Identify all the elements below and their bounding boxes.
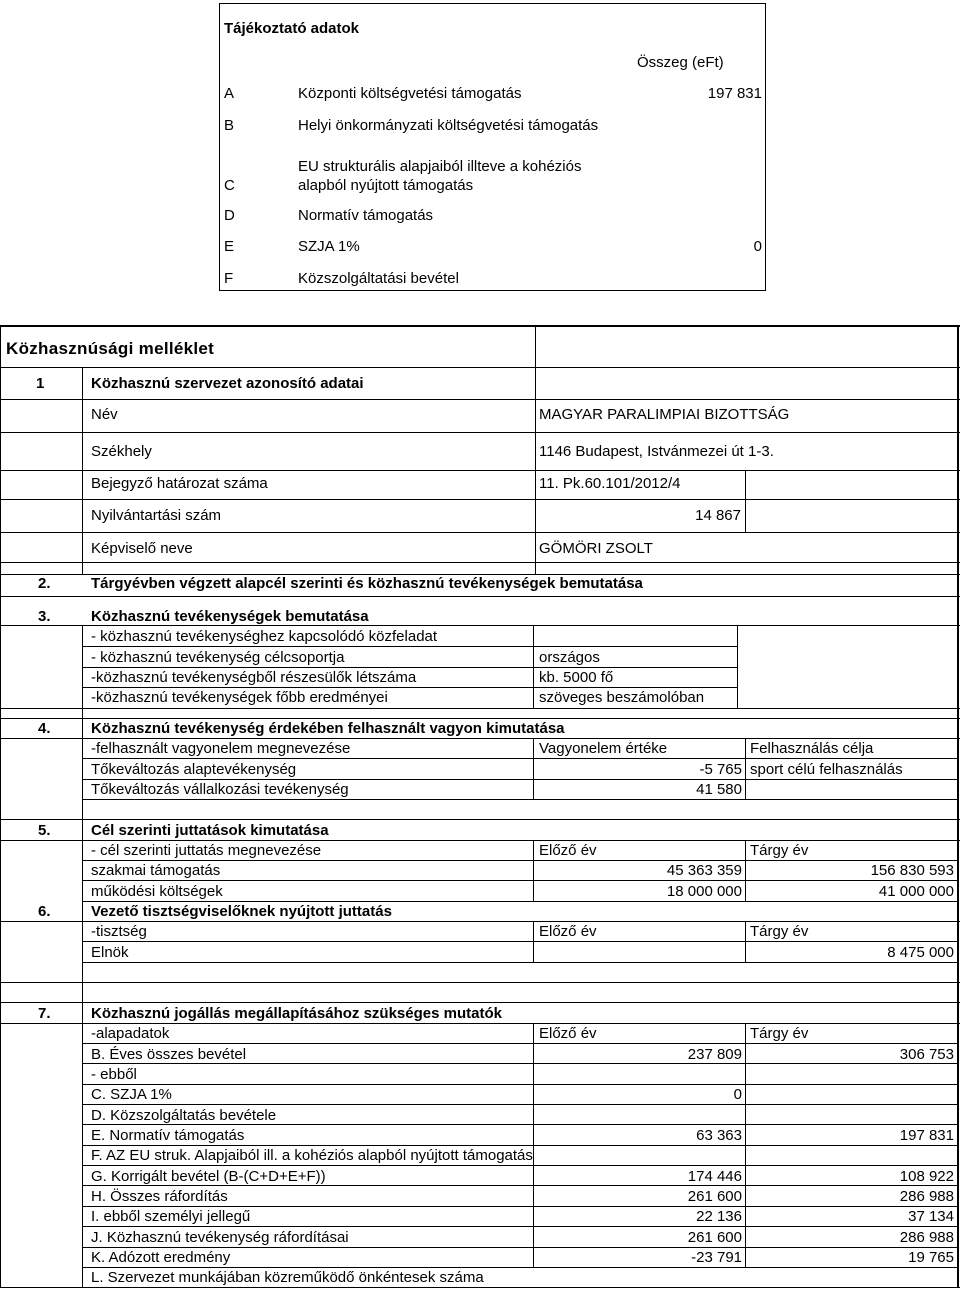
info-code-e: E <box>224 238 235 255</box>
info-label-d: Normatív támogatás <box>298 207 434 224</box>
s4-row2: Tőkeváltozás vállalkozási tevékenység <box>91 781 349 798</box>
s7-row-line <box>82 1267 957 1268</box>
s7-row-line <box>82 1247 957 1248</box>
s3-row4: -közhasznú tevékenységek főbb eredményei <box>91 689 388 706</box>
rep-value: GÖMÖRI ZSOLT <box>539 540 653 557</box>
s6-num: 6. <box>38 903 51 920</box>
s4-row2-value: 41 580 <box>696 781 742 798</box>
s5-header-prev: Előző év <box>539 842 597 859</box>
s4-header-purpose: Felhasználás célja <box>750 740 874 757</box>
reg-label: Nyilvántartási szám <box>91 507 222 524</box>
s5-row1-curr: 156 830 593 <box>870 862 954 879</box>
s4-row1-value: -5 765 <box>699 761 742 778</box>
s5-row2-prev: 18 000 000 <box>666 883 742 900</box>
s7-title: Közhasznú jogállás megállapításához szükséges mutatók <box>91 1005 502 1022</box>
s7-row-label: L. Szervezet munkájában közreműködő önkéntesek száma <box>91 1269 484 1286</box>
seat-value: 1146 Budapest, Istvánmezei út 1-3. <box>539 443 774 460</box>
s7-row-label: C. SZJA 1% <box>91 1086 172 1103</box>
info-code-d: D <box>224 207 235 224</box>
s7-row-prev: 0 <box>733 1086 742 1103</box>
s5-row1: szakmai támogatás <box>91 862 221 879</box>
info-value-a: 197 831 <box>707 85 762 102</box>
s7-row-curr: 286 988 <box>899 1188 954 1205</box>
s7-row-prev: 261 600 <box>687 1229 742 1246</box>
s7-row-prev: 237 809 <box>687 1046 742 1063</box>
s7-header-curr: Tárgy év <box>750 1025 809 1042</box>
s1-title: Közhasznú szervezet azonosító adatai <box>91 375 364 392</box>
s7-row-line <box>82 1206 957 1207</box>
s7-row-line <box>82 1084 957 1085</box>
s7-row-line <box>82 1104 957 1105</box>
s7-row-label: E. Normatív támogatás <box>91 1127 245 1144</box>
s7-row-label: K. Adózott eredmény <box>91 1249 231 1266</box>
s5-num: 5. <box>38 822 51 839</box>
s4-row1: Tőkeváltozás alaptevékenység <box>91 761 297 778</box>
s4-header-name: -felhasznált vagyonelem megnevezése <box>91 740 351 757</box>
reg-value: 14 867 <box>695 507 741 524</box>
s7-header-name: -alapadatok <box>91 1025 170 1042</box>
s7-row-curr: 286 988 <box>899 1229 954 1246</box>
s6-title: Vezető tisztségviselőknek nyújtott juttatás <box>91 903 392 920</box>
info-code-b: B <box>224 117 235 134</box>
s7-num: 7. <box>38 1005 51 1022</box>
s4-num: 4. <box>38 720 51 737</box>
s7-row-line <box>82 1226 957 1227</box>
name-value: MAGYAR PARALIMPIAI BIZOTTSÁG <box>539 406 790 423</box>
s3-row4-value: szöveges beszámolóban <box>539 689 705 706</box>
info-code-c: C <box>224 177 235 194</box>
s6-row1: Elnök <box>91 944 129 961</box>
s5-title: Cél szerinti juttatások kimutatása <box>91 822 329 839</box>
s7-row-label: D. Közszolgáltatás bevétele <box>91 1107 277 1124</box>
rep-label: Képviselő neve <box>91 540 193 557</box>
s5-row2-curr: 41 000 000 <box>878 883 954 900</box>
s7-row-prev: 174 446 <box>687 1168 742 1185</box>
s7-row-label: B. Éves összes bevétel <box>91 1046 247 1063</box>
s3-title: Közhasznú tevékenységek bemutatása <box>91 608 369 625</box>
info-label-c2: alapból nyújtott támogatás <box>298 177 474 194</box>
s7-row-line <box>82 1043 957 1044</box>
info-title: Tájékoztató adatok <box>224 20 360 37</box>
s7-row-label: G. Korrigált bevétel (B-(C+D+E+F)) <box>91 1168 326 1185</box>
appendix-title: Közhasznúsági melléklet <box>6 339 215 358</box>
s3-row1: - közhasznú tevékenységhez kapcsolódó közfeladat <box>91 628 438 645</box>
info-label-a: Központi költségvetési támogatás <box>298 85 522 102</box>
info-label-f: Közszolgáltatási bevétel <box>298 270 459 287</box>
s6-header-prev: Előző év <box>539 923 597 940</box>
s7-row-label: J. Közhasznú tevékenység ráfordításai <box>91 1229 349 1246</box>
s7-row-curr: 19 765 <box>908 1249 954 1266</box>
s5-header-curr: Tárgy év <box>750 842 809 859</box>
s3-row3: -közhasznú tevékenységből részesülők létszáma <box>91 669 417 686</box>
s4-title: Közhasznú tevékenység érdekében felhasznált vagyon kimutatása <box>91 720 565 737</box>
s7-row-prev: 63 363 <box>696 1127 742 1144</box>
s1-num: 1 <box>36 375 45 392</box>
s6-row1-curr: 8 475 000 <box>887 944 954 961</box>
s7-row-prev: 22 136 <box>696 1208 742 1225</box>
decision-label: Bejegyző határozat száma <box>91 475 268 492</box>
info-value-e: 0 <box>753 238 762 255</box>
s3-num: 3. <box>38 608 51 625</box>
info-label-c1: EU strukturális alapjaiból illteve a kohéziós <box>298 158 582 175</box>
s7-row-curr: 108 922 <box>899 1168 954 1185</box>
s7-row-line <box>82 1165 957 1166</box>
s4-row1-purpose: sport célú felhasználás <box>750 761 903 778</box>
s7-row-label: F. AZ EU struk. Alapjaiból ill. a kohéziós alapból nyújtott támogatás <box>91 1147 533 1164</box>
s3-row3-value: kb. 5000 fő <box>539 669 614 686</box>
name-label: Név <box>91 406 118 423</box>
s5-header-name: - cél szerinti juttatás megnevezése <box>91 842 322 859</box>
s6-header-curr: Tárgy év <box>750 923 809 940</box>
info-code-f: F <box>224 270 234 287</box>
s3-row2: - közhasznú tevékenység célcsoportja <box>91 649 345 666</box>
decision-value: 11. Pk.60.101/2012/4 <box>539 475 681 492</box>
s7-row-label: I. ebből személyi jellegű <box>91 1208 251 1225</box>
s6-header-name: -tisztség <box>91 923 147 940</box>
info-code-a: A <box>224 85 235 102</box>
info-label-b: Helyi önkormányzati költségvetési támogatás <box>298 117 599 134</box>
s2-title: Tárgyévben végzett alapcél szerinti és közhasznú tevékenységek bemutatása <box>91 575 643 592</box>
s7-header-prev: Előző év <box>539 1025 597 1042</box>
s7-row-curr: 306 753 <box>899 1046 954 1063</box>
info-label-e: SZJA 1% <box>298 238 360 255</box>
s7-row-curr: 197 831 <box>899 1127 954 1144</box>
s5-row1-prev: 45 363 359 <box>666 862 742 879</box>
s2-num: 2. <box>38 575 51 592</box>
s7-row-curr: 37 134 <box>908 1208 954 1225</box>
s7-row-line <box>82 1145 957 1146</box>
s7-row-label: H. Összes ráfordítás <box>91 1188 228 1205</box>
s7-row-label: - ebből <box>91 1066 137 1083</box>
s4-header-value: Vagyonelem értéke <box>539 740 668 757</box>
amount-header: Összeg (eFt) <box>637 54 724 71</box>
seat-label: Székhely <box>91 443 152 460</box>
s7-row-prev: 261 600 <box>687 1188 742 1205</box>
s5-row2: működési költségek <box>91 883 223 900</box>
s3-row2-value: országos <box>539 649 600 666</box>
s7-row-prev: -23 791 <box>691 1249 742 1266</box>
